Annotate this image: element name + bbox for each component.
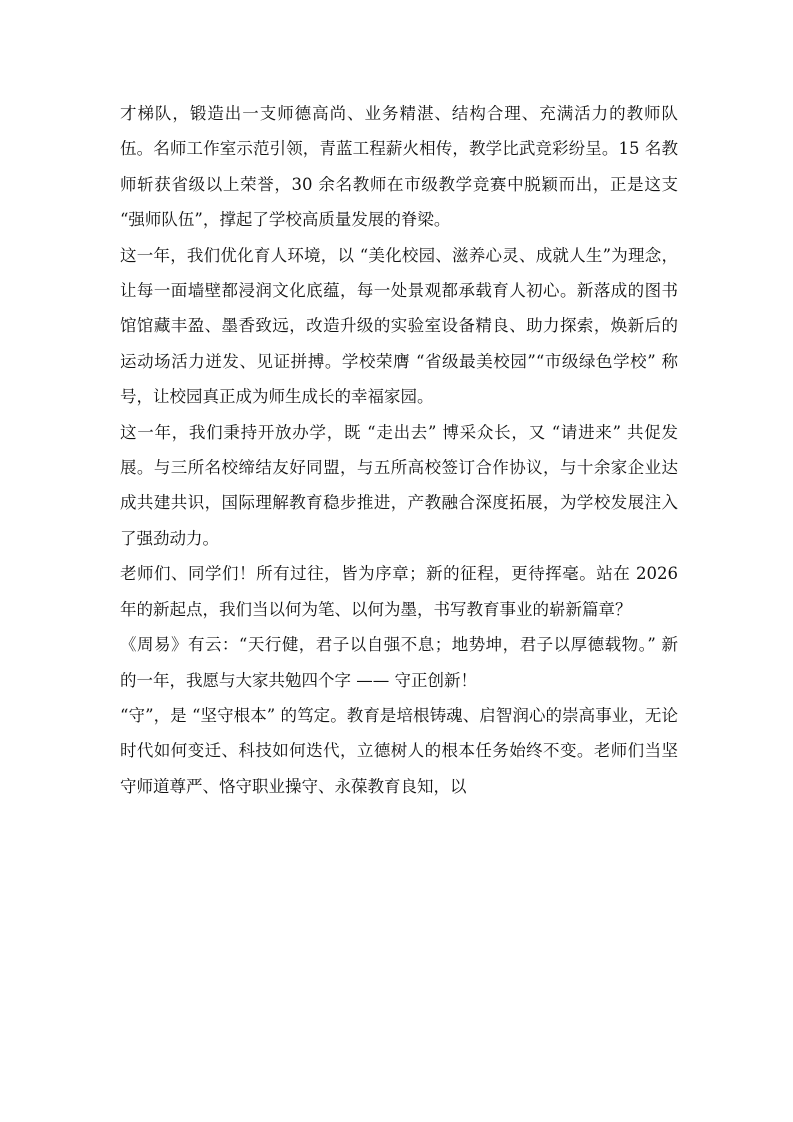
paragraph-shou-root: “守”，是 “坚守根本” 的笃定。教育是培根铸魂、启智润心的崇高事业，无论时代如何变迁、科技如何迭代，立德树人的根本任务始终不变。老师们当坚守师道尊严、恪守职业操守、永葆教育良知，以 (120, 705, 678, 796)
paragraph-open-school: 这一年，我们秉持开放办学，既 “走出去” 博采众长，又 “请进来” 共促发展。与三所名校缔结友好同盟，与五所高校签订合作协议，与十余家企业达成共建共识，国际理解教育稳步推进，产教融合深度拓展，为学校发展注入了强劲动力。 (120, 422, 678, 548)
paragraph-zhouyi-quote: 《周易》有云：“天行健，君子以自强不息；地势坤，君子以厚德载物。” 新的一年，我愿与大家共勉四个字 —— 守正创新！ (120, 635, 678, 690)
paragraph-teacher-team: 才梯队，锻造出一支师德高尚、业务精湛、结构合理、充满活力的教师队伍。名师工作室示范引领，青蓝工程薪火相传，教学比武竞彩纷呈。15 名教师斩获省级以上荣誉，30 余名教师在市级教学竞赛中脱颖而出，正是这支 “强师队伍”，撑起了学校高质量发展的脊梁。 (120, 104, 678, 230)
paragraph-new-journey: 老师们、同学们！所有过往，皆为序章；新的征程，更待挥毫。站在 2026 年的新起点，我们当以何为笔、以何为墨，书写教育事业的崭新篇章？ (120, 564, 678, 619)
document-page (120, 96, 678, 804)
paragraph-campus-environment: 这一年，我们优化育人环境，以 “美化校园、滋养心灵、成就人生”为理念，让每一面墙壁都浸润文化底蕴，每一处景观都承载育人初心。新落成的图书馆馆藏丰盈、墨香致远，改造升级的实验室设备精良、助力探索，焕新后的运动场活力迸发、见证拼搏。学校荣膺 “省级最美校园”“市级绿色学校” 称号，让校园真正成为师生成长的幸福家园。 (120, 245, 678, 407)
